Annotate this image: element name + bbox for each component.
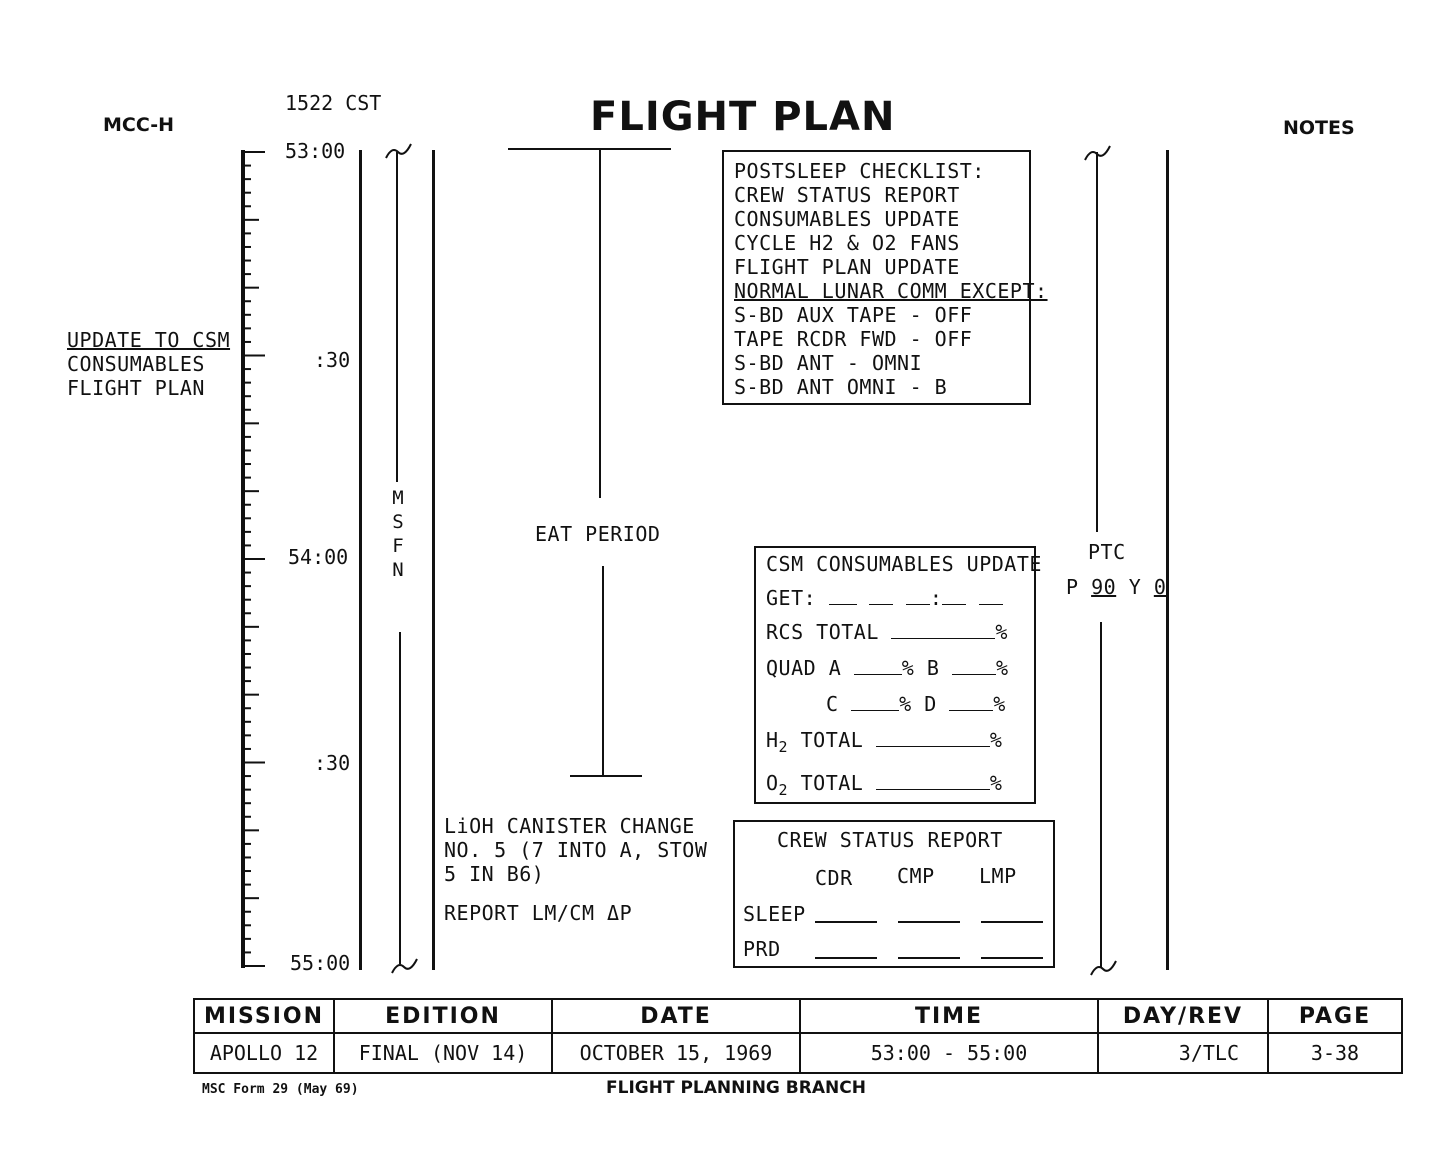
prd-lmp-field[interactable] (981, 957, 1043, 959)
h2-subscript: 2 (778, 738, 789, 756)
o2-pct: % (989, 771, 1003, 795)
quad-c-field[interactable] (851, 692, 899, 711)
prd-cdr-field[interactable] (815, 957, 877, 959)
time-zone-label: 1522 CST (285, 91, 382, 115)
ptc-break-top-icon (1083, 142, 1113, 166)
quad-d-pct: % (993, 692, 1006, 716)
sleep-cmp-field[interactable] (898, 921, 960, 923)
footer-header-time: TIME (800, 999, 1098, 1033)
column-line-a (359, 150, 362, 970)
ptc-p-label: P (1066, 575, 1079, 599)
footer-mission: APOLLO 12 (194, 1033, 334, 1073)
quad-a-pct: % (901, 656, 915, 680)
footer-time: 53:00 - 55:00 (800, 1033, 1098, 1073)
footer-header-date: DATE (552, 999, 800, 1033)
msfn-letter-f: F (392, 535, 404, 557)
consumables-update-form (754, 546, 1042, 804)
get-hours-field-1[interactable] (829, 586, 857, 605)
get-min-field-1[interactable] (942, 586, 966, 605)
msfn-letter-n: N (392, 559, 404, 581)
footer-header-edition: EDITION (334, 999, 552, 1033)
postsleep-checklist (722, 150, 1048, 405)
time-label-5400: 54:00 (288, 545, 349, 569)
h2-total-label: TOTAL (800, 728, 864, 752)
quad-c-label: C (826, 692, 839, 716)
time-label-5500: 55:00 (290, 951, 351, 975)
footer-dayrev: 3/TLC (1098, 1033, 1268, 1073)
time-label-5430: :30 (314, 751, 351, 775)
ptc-attitude (1066, 575, 1166, 599)
branch-label: FLIGHT PLANNING BRANCH (606, 1078, 866, 1098)
time-label-5330: :30 (314, 348, 351, 372)
sleep-cdr-field[interactable] (815, 921, 877, 923)
quad-c-pct: % (899, 692, 912, 716)
ptc-label: PTC (1088, 540, 1126, 564)
quad-b-field[interactable] (952, 656, 996, 675)
quad-b-pct: % (995, 656, 1009, 680)
get-label: GET: (766, 586, 817, 610)
footer-header-dayrev: DAY/REV (1098, 999, 1268, 1033)
get-colon: : (929, 586, 943, 610)
footer-header-mission: MISSION (194, 999, 334, 1033)
msfn-break-top-icon (384, 140, 414, 164)
quad-a-label: QUAD A (766, 656, 842, 680)
footer-header-page: PAGE (1268, 999, 1402, 1033)
msfn-letter-m: M (392, 487, 404, 509)
crew-row-prd: PRD (743, 937, 781, 961)
crew-col-cmp: CMP (897, 864, 935, 888)
postsleep-line-3: CONSUMABLES UPDATE (734, 207, 960, 231)
column-line-b (432, 150, 435, 970)
postsleep-line-4: CYCLE H2 & O2 FANS (734, 231, 960, 255)
ptc-break-bottom-icon (1089, 957, 1119, 981)
report-lm-cm: REPORT LM/CM ΔP (444, 901, 633, 925)
msfn-letter-s: S (392, 511, 404, 533)
eat-period-label: EAT PERIOD (535, 522, 661, 546)
footer-header-row (194, 999, 1402, 1033)
footer-table (193, 998, 1403, 1074)
eat-period-line-bottom (602, 566, 604, 776)
rcs-total-field[interactable] (891, 620, 995, 639)
consumables-get-row (766, 586, 1034, 610)
postsleep-item-3: S-BD ANT - OMNI (734, 351, 923, 375)
h2-label: H (766, 728, 779, 752)
crew-col-lmp: LMP (979, 864, 1017, 888)
eat-period-line-top (599, 150, 601, 498)
consumables-title: CSM CONSUMABLES UPDATE (766, 552, 1042, 576)
get-hours-field-3[interactable] (906, 586, 930, 605)
postsleep-item-2: TAPE RCDR FWD - OFF (734, 327, 973, 351)
left-note-line2: CONSUMABLES (67, 352, 205, 376)
get-hours-field-2[interactable] (869, 586, 893, 605)
crew-status-title: CREW STATUS REPORT (777, 828, 1003, 852)
ptc-line-top (1096, 152, 1098, 532)
get-min-field-2[interactable] (979, 586, 1003, 605)
quad-cd-row (766, 692, 1034, 716)
quad-d-field[interactable] (949, 692, 993, 711)
lioh-line-3: 5 IN B6) (444, 862, 545, 886)
postsleep-item-4: S-BD ANT OMNI - B (734, 375, 948, 399)
msfn-line-top (396, 152, 398, 482)
lioh-line-1: LiOH CANISTER CHANGE (444, 814, 695, 838)
time-ruler (238, 140, 278, 980)
ptc-p-value: 90 (1091, 575, 1117, 599)
lioh-line-2: NO. 5 (7 INTO A, STOW (444, 838, 708, 862)
page-title: FLIGHT PLAN (590, 94, 896, 140)
o2-total-field[interactable] (876, 771, 990, 790)
rcs-total-row (766, 620, 1034, 644)
left-note-line1: UPDATE TO CSM (67, 328, 231, 352)
footer-page: 3-38 (1268, 1033, 1402, 1073)
eat-period-bottom-bar (570, 775, 642, 777)
o2-subscript: 2 (778, 781, 789, 799)
crew-row-sleep: SLEEP (743, 902, 806, 926)
footer-edition: FINAL (NOV 14) (334, 1033, 552, 1073)
rcs-pct: % (995, 620, 1008, 644)
h2-total-field[interactable] (876, 728, 990, 747)
footer-date: OCTOBER 15, 1969 (552, 1033, 800, 1073)
msfn-break-bottom-icon (390, 955, 420, 979)
form-number: MSC Form 29 (May 69) (202, 1082, 359, 1097)
left-note-line3: FLIGHT PLAN (67, 376, 205, 400)
eat-period-top-bar (508, 148, 671, 150)
ptc-y-value: 0 (1153, 575, 1167, 599)
postsleep-line-1: POSTSLEEP CHECKLIST: (734, 159, 985, 183)
h2-pct: % (989, 728, 1003, 752)
postsleep-item-1: S-BD AUX TAPE - OFF (734, 303, 973, 327)
quad-d-label: D (924, 692, 937, 716)
crew-col-cdr: CDR (815, 866, 853, 890)
o2-total-row (766, 771, 1034, 802)
crew-status-report (733, 820, 1055, 968)
o2-total-label: TOTAL (800, 771, 864, 795)
postsleep-line-5: FLIGHT PLAN UPDATE (734, 255, 960, 279)
time-label-5300: 53:00 (285, 139, 346, 163)
prd-cmp-field[interactable] (898, 957, 960, 959)
footer-value-row (194, 1033, 1402, 1073)
notes-label: NOTES (1283, 117, 1355, 139)
msfn-line-bottom (399, 632, 401, 964)
h2-total-row (766, 728, 1034, 759)
rcs-total-label: RCS TOTAL (766, 620, 879, 644)
msfn-label (391, 486, 405, 582)
o2-label: O (766, 771, 779, 795)
quad-b-label: B (926, 656, 940, 680)
quad-a-field[interactable] (854, 656, 902, 675)
notes-column-line (1166, 150, 1169, 970)
quad-ab-row (766, 656, 1034, 680)
postsleep-subheading: NORMAL LUNAR COMM EXCEPT: (734, 279, 1048, 303)
ptc-y-label: Y (1128, 575, 1142, 599)
org-label: MCC-H (103, 114, 175, 136)
postsleep-line-2: CREW STATUS REPORT (734, 183, 960, 207)
sleep-lmp-field[interactable] (981, 921, 1043, 923)
ptc-line-bottom (1100, 622, 1102, 967)
